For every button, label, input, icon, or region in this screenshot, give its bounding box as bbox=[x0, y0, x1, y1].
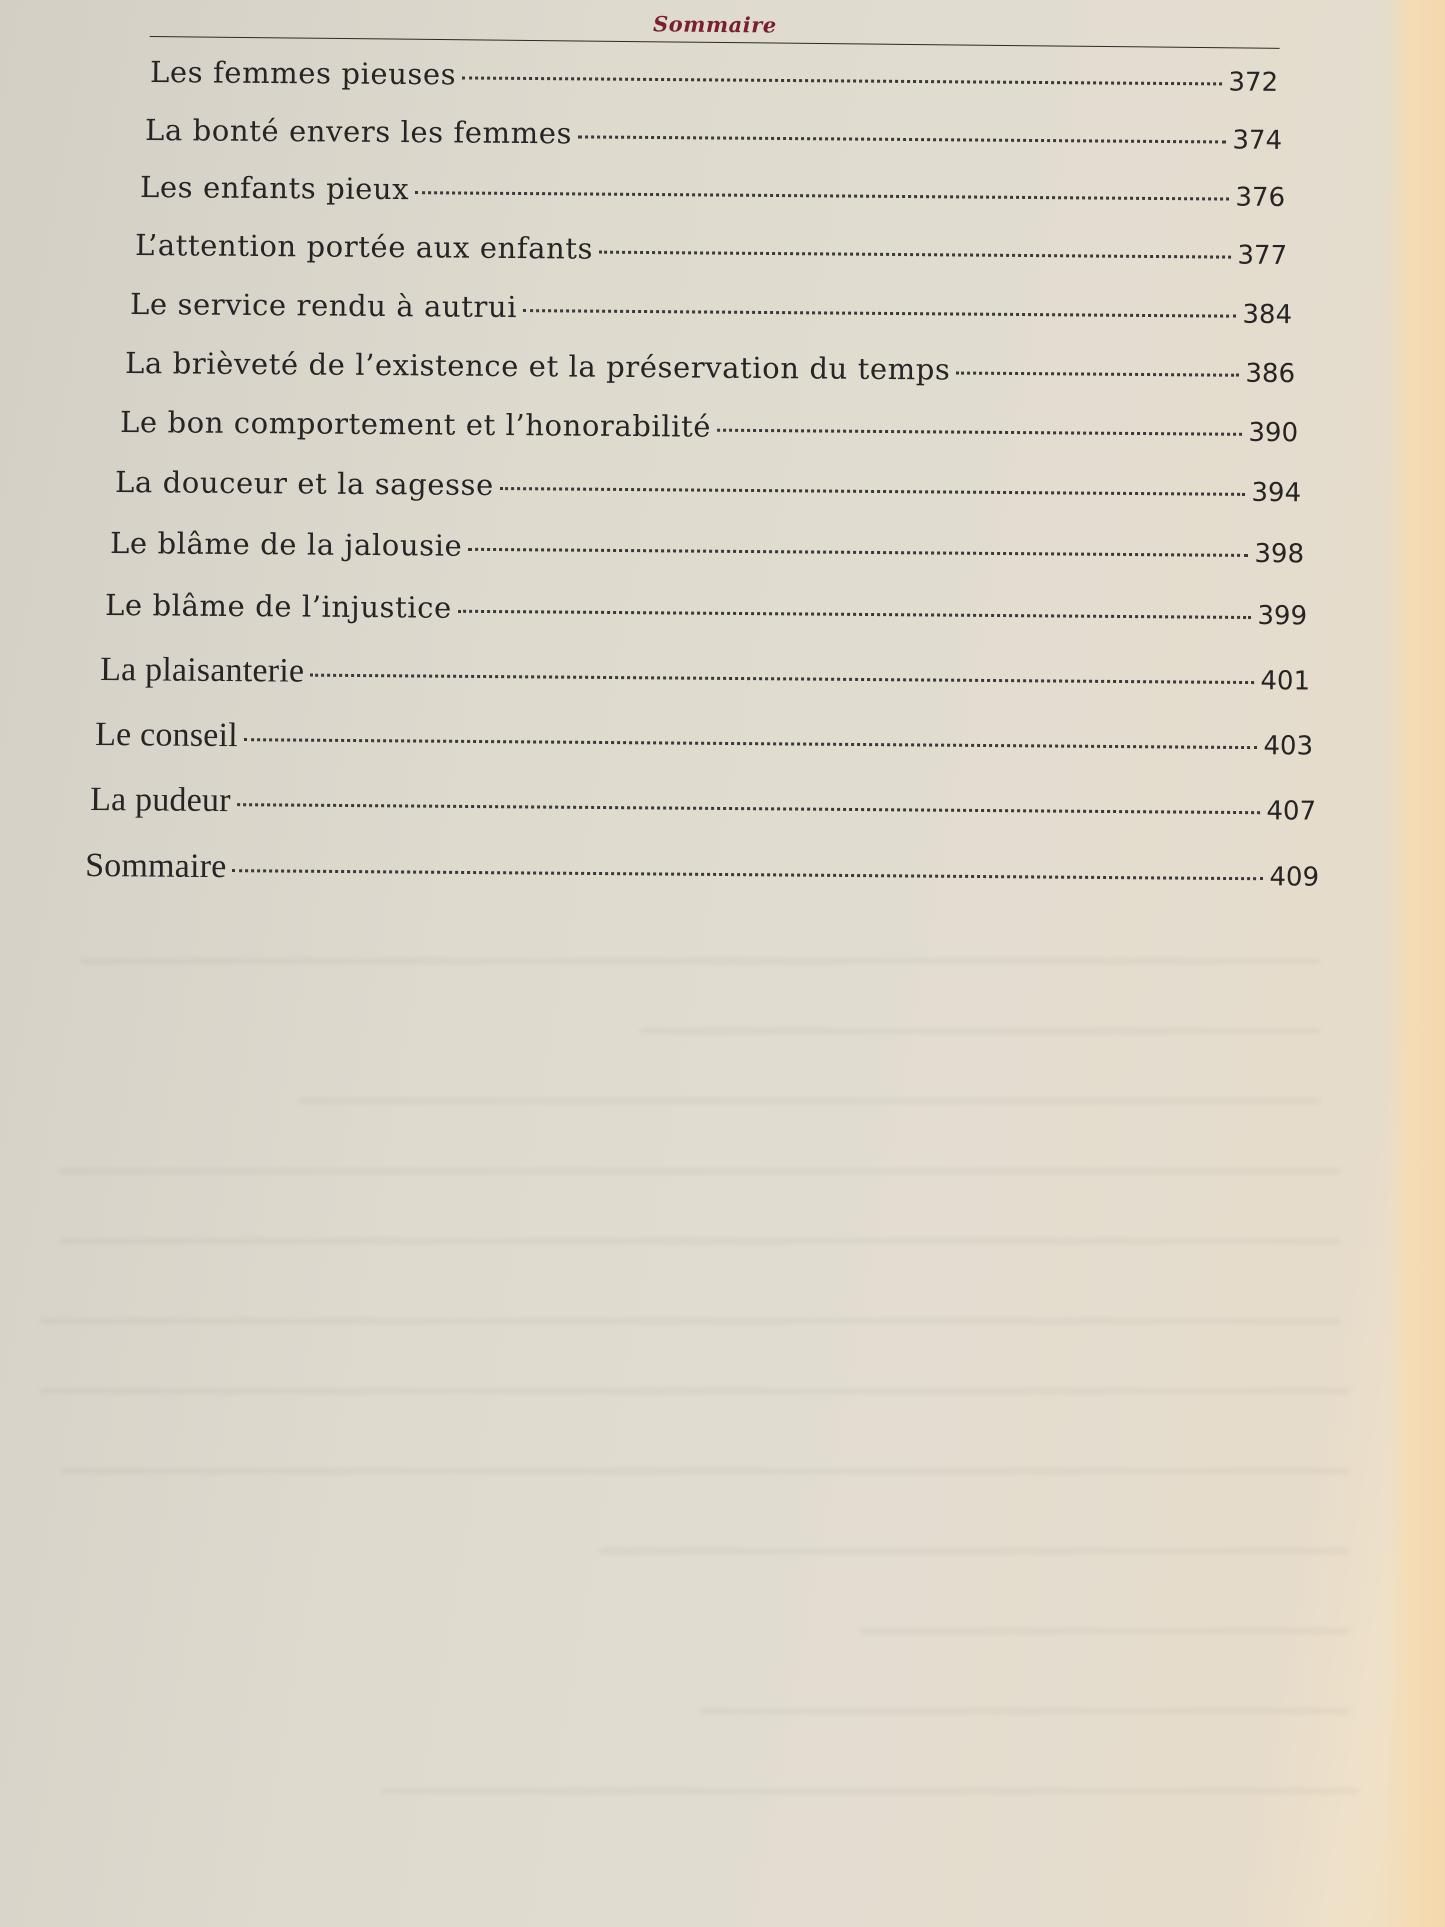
toc-entry-page: 398 bbox=[1254, 538, 1305, 570]
dot-leader bbox=[244, 738, 1258, 749]
running-head-title: Sommaire bbox=[652, 11, 777, 38]
toc-entry-title: La brièveté de l’existence et la préservation du temps bbox=[125, 346, 951, 387]
toc-entry-page: 409 bbox=[1269, 862, 1320, 893]
toc-entry-page: 407 bbox=[1266, 796, 1317, 827]
toc-entry-title: La bonté envers les femmes bbox=[145, 113, 573, 151]
toc-entry-page: 377 bbox=[1237, 240, 1288, 272]
dot-leader bbox=[462, 76, 1222, 85]
dot-leader bbox=[415, 191, 1229, 200]
toc-entry-page: 399 bbox=[1257, 601, 1308, 632]
toc-entry bbox=[145, 113, 1282, 156]
toc-entry-page: 403 bbox=[1263, 731, 1314, 762]
toc-entry-title: La pudeur bbox=[90, 781, 231, 820]
toc-entry bbox=[115, 465, 1301, 508]
toc-entry bbox=[85, 847, 1319, 895]
toc-entry-page: 401 bbox=[1260, 666, 1311, 697]
toc-entry bbox=[100, 651, 1310, 699]
dot-leader bbox=[232, 869, 1263, 880]
toc-entry-title: Les enfants pieux bbox=[140, 170, 410, 207]
toc-entry-page: 390 bbox=[1248, 417, 1299, 449]
toc-entry-page: 376 bbox=[1235, 182, 1286, 213]
dot-leader bbox=[310, 674, 1254, 684]
toc-entry bbox=[135, 228, 1287, 271]
dot-leader bbox=[237, 803, 1261, 814]
toc-entry bbox=[95, 716, 1313, 764]
dot-leader bbox=[599, 251, 1231, 259]
toc-entry-title: Sommaire bbox=[85, 847, 227, 886]
dot-leader bbox=[523, 309, 1236, 318]
page-edge-shadow bbox=[1385, 0, 1445, 1927]
toc-entry-title: La plaisanterie bbox=[100, 651, 305, 690]
toc-entry bbox=[105, 588, 1307, 631]
toc-entry-title: Le conseil bbox=[95, 716, 238, 755]
toc-entry bbox=[130, 287, 1292, 330]
toc-entry-title: Le blâme de la jalousie bbox=[110, 526, 463, 563]
dot-leader bbox=[500, 487, 1246, 496]
running-head bbox=[150, 6, 1280, 58]
dot-leader bbox=[458, 610, 1252, 619]
toc-entry bbox=[110, 526, 1304, 569]
toc-entry bbox=[140, 170, 1285, 213]
toc-entry bbox=[150, 55, 1278, 98]
toc-entry-title: Le service rendu à autrui bbox=[130, 287, 518, 325]
toc-entry-title: Le bon comportement et l’honorabilité bbox=[120, 405, 712, 444]
toc-entry bbox=[90, 781, 1316, 829]
toc-entry-page: 372 bbox=[1228, 67, 1279, 98]
toc-entry-page: 386 bbox=[1245, 358, 1296, 390]
dot-leader bbox=[717, 429, 1242, 436]
toc-entry-title: La douceur et la sagesse bbox=[115, 465, 494, 502]
dot-leader bbox=[578, 135, 1226, 143]
toc-entry-title: L’attention portée aux enfants bbox=[135, 228, 594, 266]
toc-entry-title: Le blâme de l’injustice bbox=[105, 588, 452, 625]
toc-entry bbox=[120, 405, 1298, 448]
toc-entry bbox=[125, 346, 1295, 389]
toc-entry-title: Les femmes pieuses bbox=[150, 55, 457, 92]
toc-entry-page: 374 bbox=[1232, 125, 1283, 156]
dot-leader bbox=[956, 372, 1239, 377]
toc-entry-page: 384 bbox=[1242, 299, 1293, 331]
toc-entry-page: 394 bbox=[1251, 477, 1302, 509]
dot-leader bbox=[468, 548, 1248, 557]
